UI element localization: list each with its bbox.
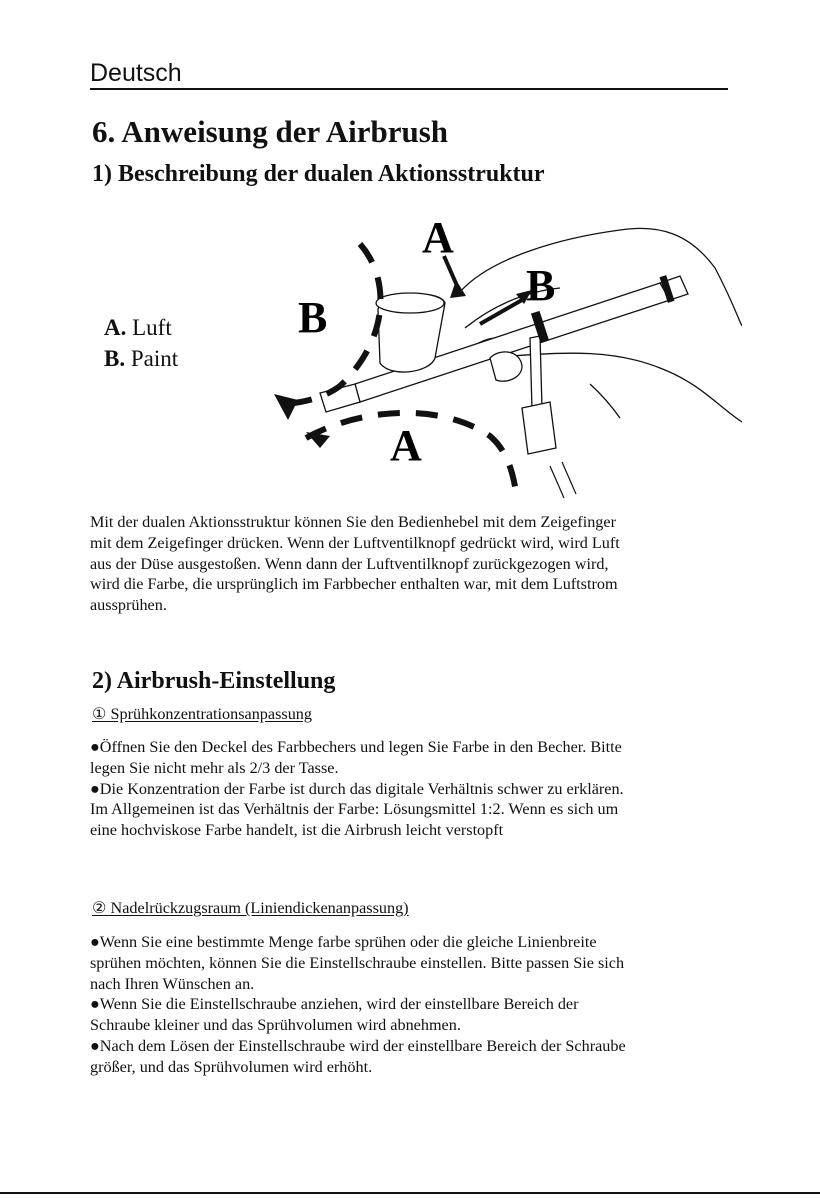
footer-divider: [0, 1192, 820, 1194]
needle-line: größer, und das Sprühvolumen wird erhöht.: [90, 1057, 373, 1076]
hand-outline: [460, 228, 742, 422]
air-hose: [550, 462, 576, 498]
needle-line: Schraube kleiner und das Sprühvolumen wird abnehmen.: [90, 1016, 461, 1035]
needle-line: ●Wenn Sie die Einstellschraube anziehen, wird der einstellbare Bereich der: [90, 995, 579, 1014]
intro-line: mit dem Zeigefinger drücken. Wenn der Luftventilknopf gedrückt wird, wird Luft: [90, 533, 620, 552]
needle-line: nach Ihren Wünschen an.: [90, 974, 255, 993]
legend-key-a: A.: [104, 315, 127, 340]
section-title: 6. Anweisung der Airbrush: [92, 114, 449, 149]
airbrush-illustration: [260, 208, 742, 506]
needle-line: ●Wenn Sie eine bestimmte Menge farbe sprühen oder die gleiche Linienbreite: [90, 933, 597, 951]
intro-line: wird die Farbe, die ursprünglich im Farbbecher enthalten war, mit dem Luftstrom: [90, 575, 618, 594]
airbrush-body: [320, 276, 688, 454]
concentration-line: eine hochviskose Farbe handelt, ist die Airbrush leicht verstopft: [90, 821, 504, 840]
legend-label-a: Luft: [132, 315, 172, 340]
concentration-line: ●Die Konzentration der Farbe ist durch das digitale Verhältnis schwer zu erklären.: [90, 779, 624, 798]
needle-line: sprühen möchten, können Sie die Einstellschraube einstellen. Bitte passen Sie sich: [90, 953, 625, 972]
language-label: Deutsch: [90, 59, 182, 87]
settings-title: 2) Airbrush-Einstellung: [92, 668, 336, 694]
intro-line: aussprühen.: [90, 596, 167, 615]
subheading-concentration: ① Sprühkonzentrationsanpassung: [92, 705, 312, 723]
label-b-left: B: [298, 293, 328, 342]
section-subtitle: 1) Beschreibung der dualen Aktionsstruktur: [92, 161, 545, 187]
header-divider: [90, 88, 728, 90]
legend-key-b: B.: [104, 346, 126, 371]
label-a-top: A: [422, 213, 454, 262]
subheading-needle: ② Nadelrückzugsraum (Liniendickenanpassung): [92, 899, 409, 917]
legend-label-b: Paint: [130, 346, 179, 371]
needle-paragraph: [90, 932, 730, 1078]
intro-line: Mit der dualen Aktionsstruktur können Sie den Bedienhebel mit dem Zeigefinger: [90, 513, 616, 531]
concentration-paragraph: [90, 737, 730, 841]
legend-item-a: [104, 314, 172, 342]
intro-paragraph: [90, 512, 730, 616]
label-a-bottom: A: [390, 421, 422, 470]
legend-item-b: [104, 345, 178, 373]
concentration-line: legen Sie nicht mehr als 2/3 der Tasse.: [90, 758, 339, 777]
label-b-hand: B: [526, 261, 556, 310]
concentration-line: ●Öffnen Sie den Deckel des Farbbechers und legen Sie Farbe in den Becher. Bitte: [90, 738, 622, 756]
intro-line: aus der Düse ausgestoßen. Wenn dann der Luftventilknopf zurückgezogen wird,: [90, 554, 609, 573]
needle-line: ●Nach dem Lösen der Einstellschraube wird der einstellbare Bereich der Schraube: [90, 1036, 626, 1055]
concentration-line: Im Allgemeinen ist das Verhältnis der Farbe: Lösungsmittel 1:2. Wenn es sich um: [90, 800, 619, 819]
